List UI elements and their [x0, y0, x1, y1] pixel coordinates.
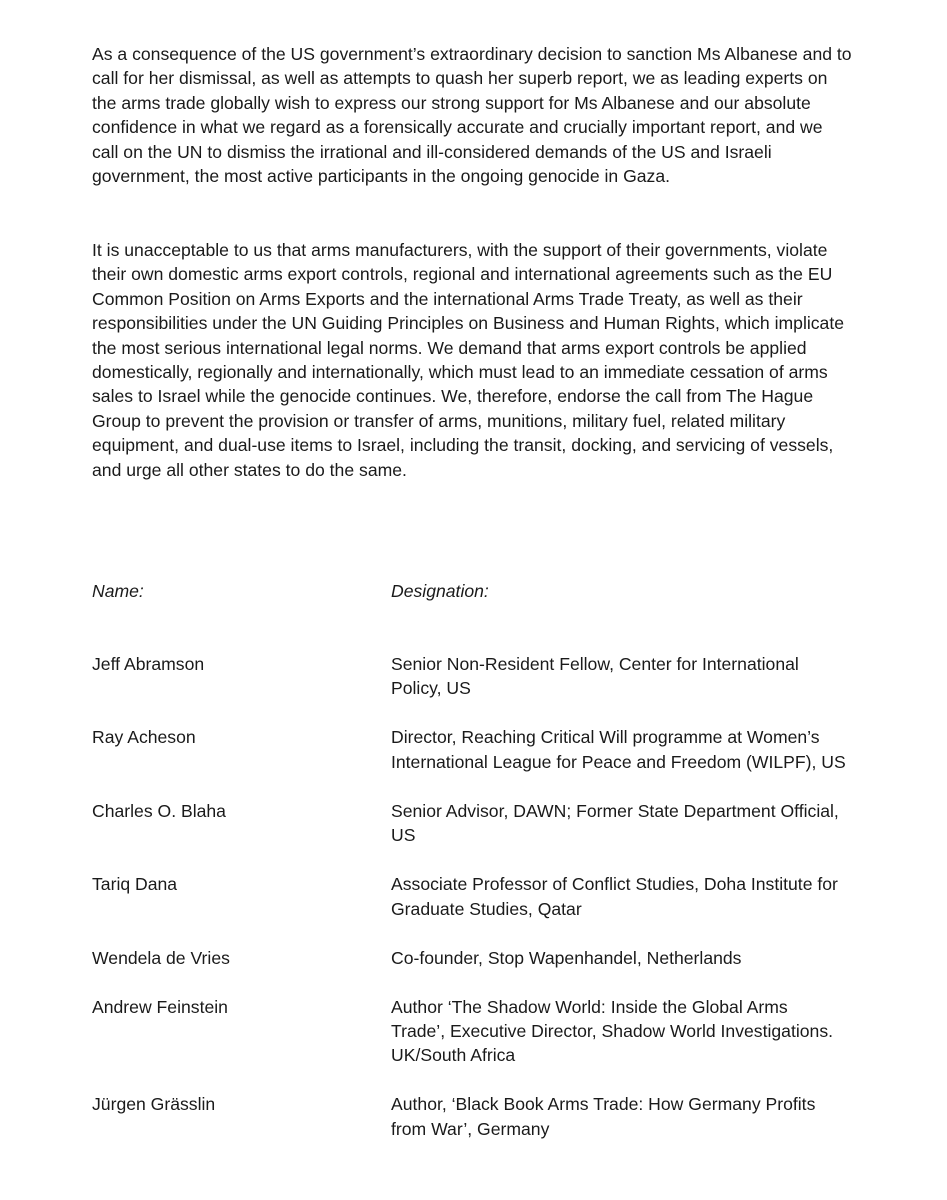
signatory-designation: Director, Reaching Critical Will programme at Women’s International League for Peace and Freedom (WILPF), US [391, 727, 846, 772]
signatory-name: Jeff Abramson [92, 654, 205, 674]
signatory-designation: Author ‘The Shadow World: Inside the Global Arms Trade’, Executive Director, Shadow World Investigations. UK/South Africa [391, 996, 833, 1066]
signatory-row [92, 725, 852, 774]
statement-body [92, 42, 852, 482]
signatory-name: Tariq Dana [92, 874, 178, 895]
signatory-name: Charles O. Blaha [92, 800, 226, 821]
signatory-name: Wendela de Vries [92, 947, 230, 968]
signatory-name: Ray Acheson [92, 727, 196, 748]
signatory-row [92, 799, 852, 848]
signatory-designation: Co-founder, Stop Wapenhandel, Netherlands [391, 947, 742, 968]
signatories-list [92, 652, 852, 1141]
signatory-row [92, 946, 852, 970]
signatory-name: Andrew Feinstein [92, 996, 228, 1017]
signatory-name: Jürgen Grässlin [92, 1094, 216, 1115]
signatory-row [92, 872, 852, 921]
signatory-designation: Author, ‘Black Book Arms Trade: How Germany Profits from War’, Germany [391, 1094, 816, 1139]
signatory-designation: Senior Advisor, DAWN; Former State Department Official, US [391, 800, 839, 846]
signatories-header [92, 579, 852, 603]
paragraph-1: As a consequence of the US government’s extraordinary decision to sanction Ms Albanese and to call for her dismissal, as well as attempts to quash her superb report, we as leading experts on the arms trade globally wish to express our strong support for Ms Albanese and our absolute confidence in what we regard as a forensically accurate and crucially important report, and we call on the UN to dismiss the irrational and ill-considered demands of the US and Israeli government, the most active participants in the ongoing genocide in Gaza. [92, 44, 852, 187]
signatory-row [92, 1092, 852, 1141]
name-column-header: Name: [92, 581, 144, 601]
signatory-row [92, 995, 852, 1068]
paragraph-2: It is unacceptable to us that arms manufacturers, with the support of their governments, violate their own domestic arms export controls, regional and international agreements such as the EU Common Position on Arms Exports and the international Arms Trade Treaty, as well as their responsibilities under the UN Guiding Principles on Business and Human Rights, which implicate the most serious international legal norms. We demand that arms export controls be applied domestically, regionally and internationally, which must lead to an immediate cessation of arms sales to Israel while the genocide continues. We, therefore, endorse the call from The Hague Group to prevent the provision or transfer of arms, munitions, military fuel, related military equipment, and dual-use items to Israel, including the transit, docking, and servicing of vessels, and urge all other states to do the same. [92, 240, 845, 480]
signatory-row [92, 652, 852, 701]
signatory-designation: Senior Non-Resident Fellow, Center for International Policy, US [391, 654, 799, 699]
signatory-designation: Associate Professor of Conflict Studies, Doha Institute for Graduate Studies, Qatar [391, 874, 838, 919]
designation-column-header: Designation: [391, 581, 489, 601]
